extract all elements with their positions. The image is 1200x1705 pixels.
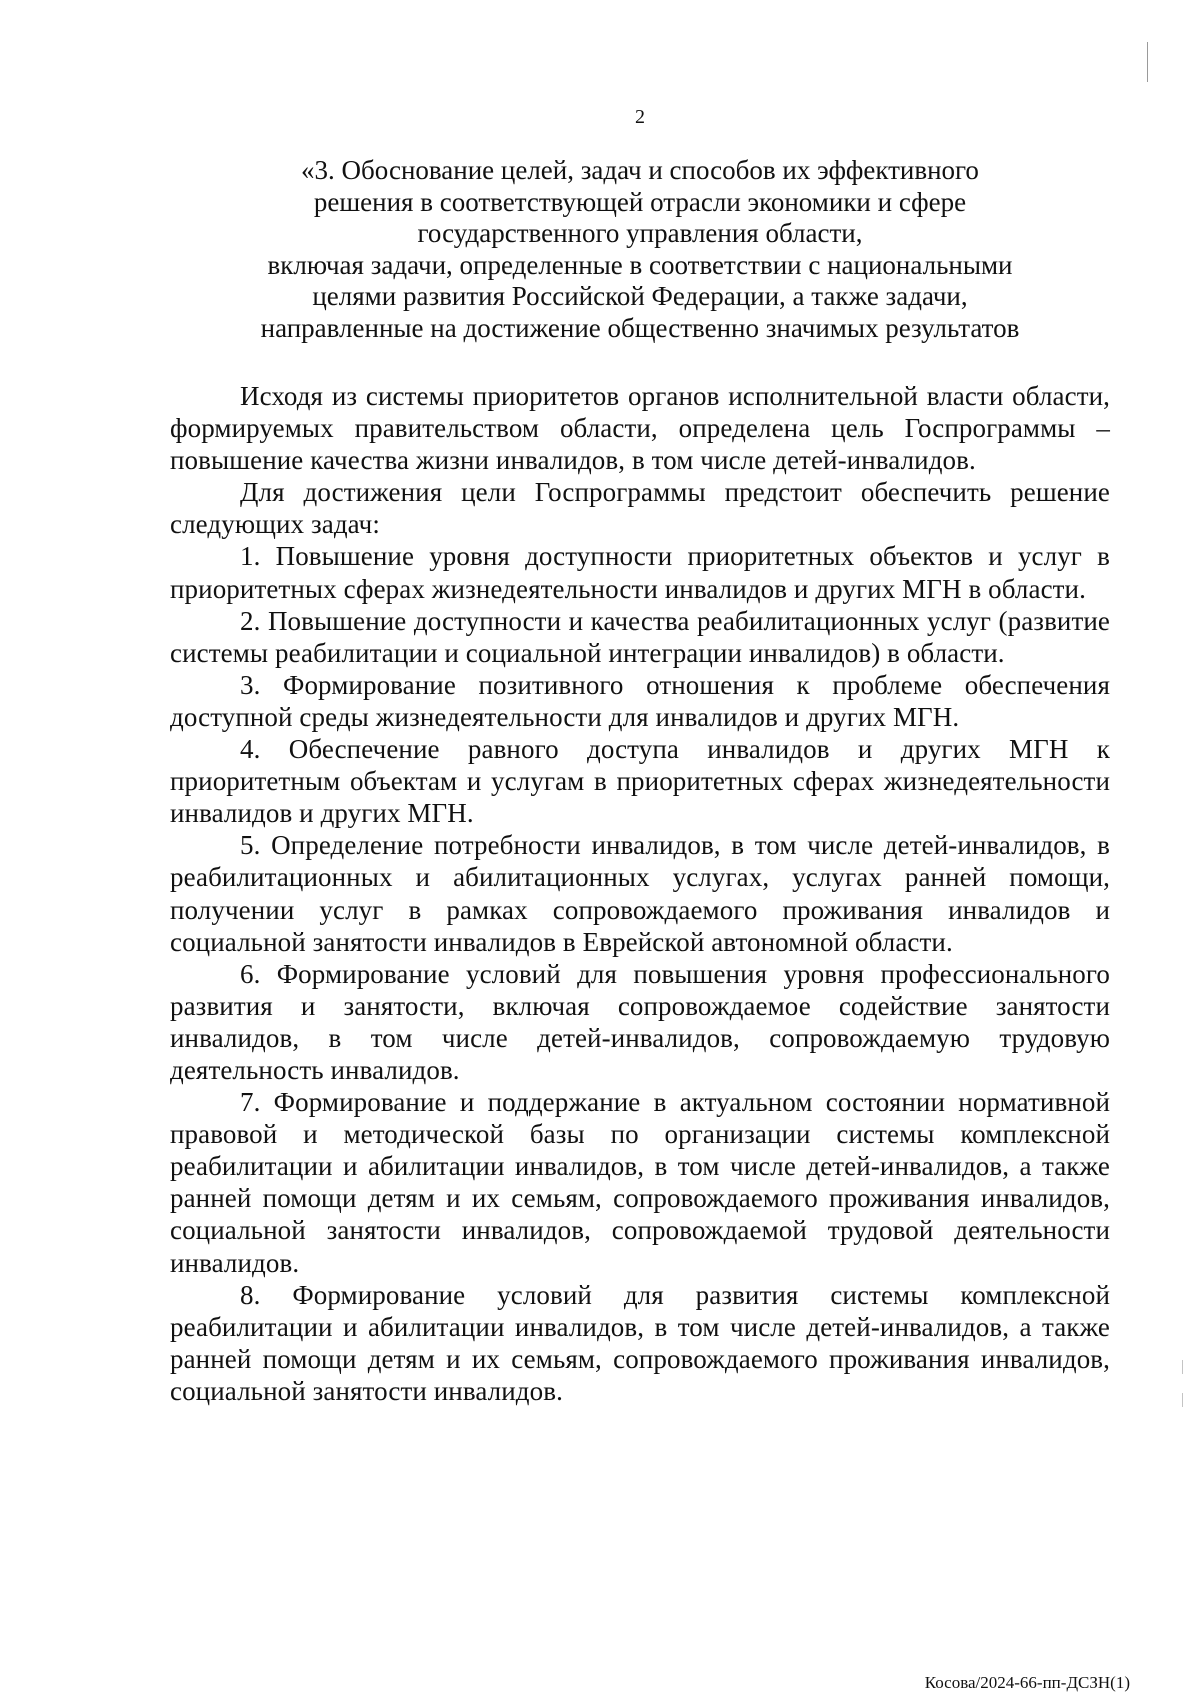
scan-edge-mark xyxy=(1182,1393,1183,1407)
paragraph-intro: Исходя из системы приоритетов органов исполнительной власти области, формируемых правительством области, определена цель Госпрограммы – повышение качества жизни инвалидов, в том числе детей-инвалидов. xyxy=(170,381,1110,476)
task-item-1: 1. Повышение уровня доступности приоритетных объектов и услуг в приоритетных сферах жизнедеятельности инвалидов и других МГН в области. xyxy=(170,541,1110,604)
page-number: 2 xyxy=(635,106,645,128)
section-heading xyxy=(170,155,1110,344)
body-text xyxy=(170,380,1110,1407)
heading-line: включая задачи, определенные в соответствии с национальными xyxy=(267,249,1013,280)
heading-line: направленные на достижение общественно значимых результатов xyxy=(260,312,1020,343)
heading-line: государственного управления области, xyxy=(417,218,863,248)
task-item-3: 3. Формирование позитивного отношения к проблеме обеспечения доступной среды жизнедеятельности для инвалидов и других МГН. xyxy=(170,669,1110,732)
paragraph-tasks-lead: Для достижения цели Госпрограммы предстоит обеспечить решение следующих задач: xyxy=(170,477,1110,540)
heading-line: решения в соответствующей отрасли экономики и сфере xyxy=(313,186,967,217)
task-item-8: 8. Формирование условий для развития системы комплексной реабилитации и абилитации инвалидов, в том числе детей-инвалидов, а также ранней помощи детям и их семьям, сопровождаемого проживания инвалидов, социальной занятости инвалидов. xyxy=(170,1279,1110,1406)
heading-line: целями развития Российской Федерации, а также задачи, xyxy=(312,281,968,311)
heading-line: «3. Обоснование целей, задач и способов их эффективного xyxy=(301,155,979,185)
task-item-7: 7. Формирование и поддержание в актуальном состоянии нормативной правовой и методической базы по организации системы комплексной реабилитации и абилитации инвалидов, в том числе детей-инвалидов, а также ранней помощи детям и их семьям, сопровождаемого проживания инвалидов, социальной занятости инвалидов, сопровождаемой трудовой деятельности инвалидов. xyxy=(170,1087,1110,1278)
task-item-2: 2. Повышение доступности и качества реабилитационных услуг (развитие системы реабилитации и социальной интеграции инвалидов) в области. xyxy=(170,605,1110,668)
footer-document-code: Косова/2024-66-пп-ДСЗН(1) xyxy=(924,1673,1130,1692)
task-item-6: 6. Формирование условий для повышения уровня профессионального развития и занятости, включая сопровождаемое содействие занятости инвалидов, в том числе детей-инвалидов, сопровождаемую трудовую деятельность инвалидов. xyxy=(170,958,1110,1085)
scan-edge-mark xyxy=(1182,1360,1183,1374)
scan-edge-mark xyxy=(1147,42,1148,82)
task-item-5: 5. Определение потребности инвалидов, в том числе детей-инвалидов, в реабилитационных и абилитационных услугах, услугах ранней помощи, получении услуг в рамках сопровождаемого проживания инвалидов и социальной занятости инвалидов в Еврейской автономной области. xyxy=(170,830,1110,957)
task-item-4: 4. Обеспечение равного доступа инвалидов и других МГН к приоритетным объектам и услугам в приоритетных сферах жизнедеятельности инвалидов и других МГН. xyxy=(170,734,1110,829)
